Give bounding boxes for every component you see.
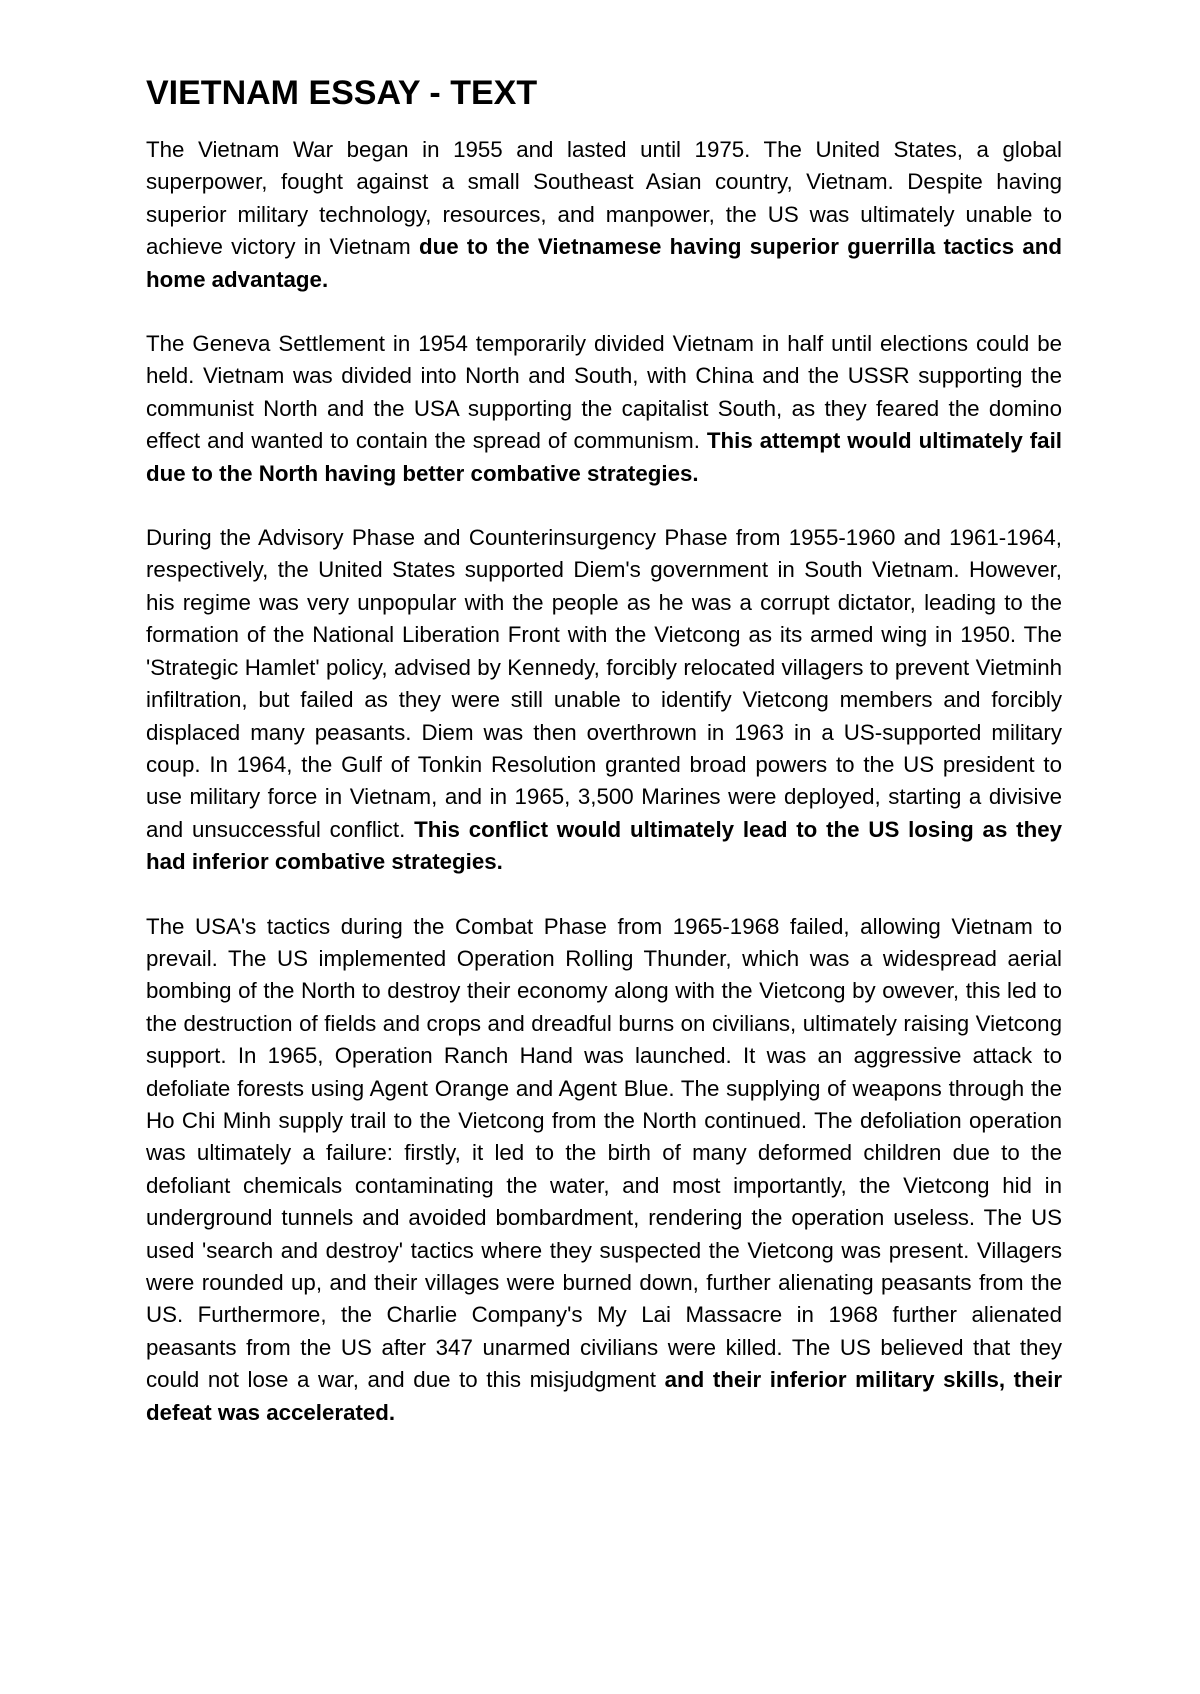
paragraph-4	[146, 911, 1062, 1430]
paragraph-4-text: The USA's tactics during the Combat Phase from 1965-1968 failed, allowing Vietnam to prevail. The US implemented Operation Rolling Thunder, which was a widespread aerial bombing of the North to destroy their economy along with the Vietcong by owever, this led to the destruction of fields and crops and dreadful burns on civilians, ultimately raising Vietcong support. In 1965, Operation Ranch Hand was launched. It was an aggressive attack to defoliate forests using Agent Orange and Agent Blue. The supplying of weapons through the Ho Chi Minh supply trail to the Vietcong from the North continued. The defoliation operation was ultimately a failure: firstly, it led to the birth of many deformed children due to the defoliant chemicals contaminating the water, and most importantly, the Vietcong hid in underground tunnels and avoided bombardment, rendering the operation useless. The US used 'search and destroy' tactics where they suspected the Vietcong was present. Villagers were rounded up, and their villages were burned down, further alienating peasants from the US. Furthermore, the Charlie Company's My Lai Massacre in 1968 further alienated peasants from the US after 347 unarmed civilians were killed. The US believed that they could not lose a war, and due to this misjudgment	[146, 913, 1062, 1393]
document-title: VIETNAM ESSAY - TEXT	[146, 74, 538, 112]
paragraph-4-bold: and their inferior military skills, their defeat was accelerated.	[146, 1367, 1062, 1425]
paragraph-2-bold: This attempt would ultimately fail due to the North having better combative strategies.	[146, 428, 1062, 486]
paragraph-3	[146, 522, 1062, 878]
paragraph-1-bold: due to the Vietnamese having superior guerrilla tactics and home advantage.	[146, 234, 1062, 292]
paragraph-2	[146, 328, 1062, 490]
paragraph-1-text: The Vietnam War began in 1955 and lasted until 1975. The United States, a global superpower, fought against a small Southeast Asian country, Vietnam. Despite having superior military technology, resources, and manpower, the US was ultimately unable to achieve victory in Vietnam	[146, 137, 1062, 260]
paragraph-1	[146, 134, 1062, 296]
paragraph-3-bold: This conflict would ultimately lead to the US losing as they had inferior combative strategies.	[146, 816, 1062, 875]
paragraph-3-text: During the Advisory Phase and Counterinsurgency Phase from 1955-1960 and 1961-1964, respectively, the United States supported Diem's government in South Vietnam. However, his regime was very unpopular with the people as he was a corrupt dictator, leading to the formation of the National Liberation Front with the Vietcong as its armed wing in 1950. The 'Strategic Hamlet' policy, advised by Kennedy, forcibly relocated villagers to prevent Vietminh infiltration, but failed as they were still unable to identify Vietcong members and forcibly displaced many peasants. Diem was then overthrown in 1963 in a US-supported military coup. In 1964, the Gulf of Tonkin Resolution granted broad powers to the US president to use military force in Vietnam, and in 1965, 3,500 Marines were deployed, starting a divisive and unsuccessful conflict.	[146, 525, 1062, 842]
document-page	[146, 72, 1062, 1461]
paragraph-2-text: The Geneva Settlement in 1954 temporarily divided Vietnam in half until elections could be held. Vietnam was divided into North and South, with China and the USSR supporting the communist North and the USA supporting the capitalist South, as they feared the domino effect and wanted to contain the spread of communism.	[146, 331, 1062, 454]
